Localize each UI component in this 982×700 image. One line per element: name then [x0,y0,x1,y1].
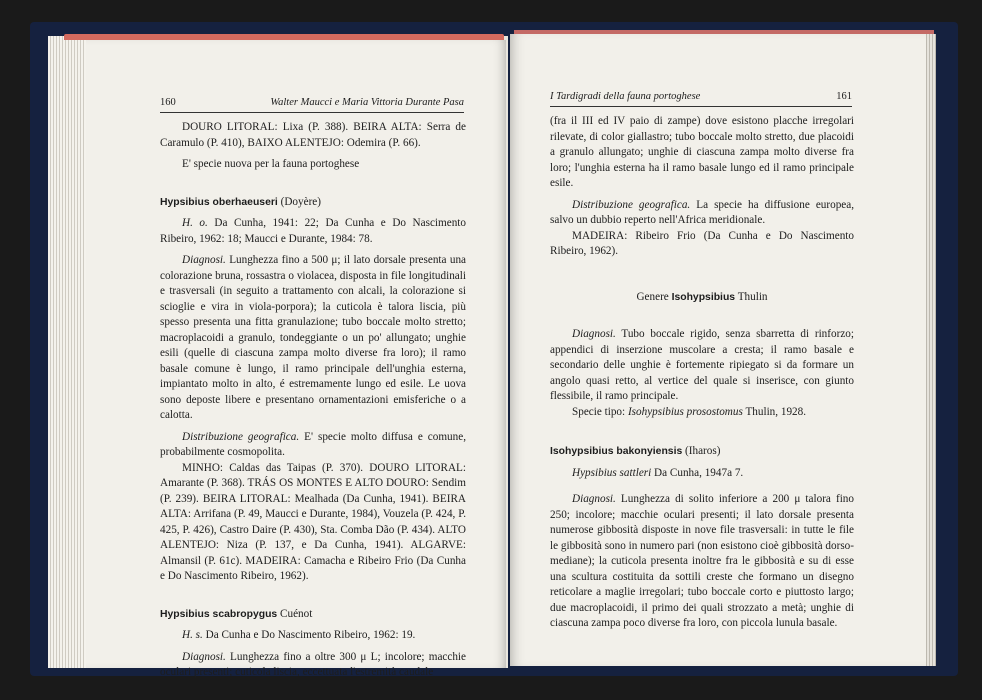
left-page-number: 160 [160,97,176,108]
species-heading: Hypsibius oberhaeuseri (Doyère) [160,195,321,208]
left-page-body [160,120,466,681]
paragraph: E' specie nuova per la fauna portoghese [182,158,360,170]
species-heading: Hypsibius scabropygus Cuénot [160,607,313,620]
genus-heading: Genere Isohypsibius Thulin [636,290,768,303]
right-running-head [550,91,852,105]
synonymy: Hypsibius sattleri Da Cunha, 1947a 7. [572,466,744,479]
left-page-edges [48,36,88,668]
distribution: Distribuzione geografica. E' specie molto diffusa e comune, probabilmente cosmopolita. [160,430,467,458]
right-head-rule [550,106,852,107]
diagnosis: Diagnosi. Tubo boccale rigido, senza sbarretta di rinforzo; appendici di inserzione muscolare a cresta; il ramo basale e secondario delle unghie è fortemente ripiegato si da formare un angolo quasi retto, al vertice del quale si inserisce, con giunto flessibile, il ramo principale. [550,328,854,402]
right-page-body [550,114,854,632]
diagnosis: Diagnosi. Lunghezza di solito inferiore a 200 μ talora fino 250; incolore; macchie oculari presenti; il lato dorsale presenta numerose gibbosità disposte in nove file trasversali: in tutte le file le gibbosità sono in numero pari (non esistono cioè gibbosità dorso-mediane); la cuticola presenta inoltre fra le gibbosità e su di esse una scultura costituita da sottili creste che formano un disegno reticolare a maglie irregolari; tubo boccale corto e piuttosto largo; due macroplacoidi, il primo dei quali strozzato a metà; unghie di ciascuna zampa poco diverse fra loro, con piccola lunula basale. [550,493,854,629]
synonymy: H. o. Da Cunha, 1941: 22; Da Cunha e Do Nascimento Ribeiro, 1962: 18; Maucci e Durante, 1984: 78. [160,217,466,245]
diagnosis: Diagnosi. Lunghezza fino a oltre 300 μ L; incolore; macchie oculari presenti; cuticola liscia, eccettuata l'estremità caudale [160,650,467,678]
right-page-number: 161 [836,91,852,102]
paragraph: (fra il III ed IV paio di zampe) dove esistono placche irregolari rilevate, di color giallastro; tubo boccale molto stretto, due placoidi a granulo allungato; unghie di ciascuna zampa molto diverse fra loro; l'unghia esterna ha il ramo basale lungo ed il ramo principale esile. [550,115,854,189]
left-running-head [160,97,464,111]
right-running-title: I Tardigradi della fauna portoghese [550,91,701,102]
species-heading: Isohypsibius bakonyiensis (Iharos) [550,445,721,457]
localities: MINHO: Caldas das Taipas (P. 370). DOURO LITORAL: Amarante (P. 368). TRÁS OS MONTES E ALTO DOURO: Sendim (P. 239). BEIRA LITORAL: Mealhada (Da Cunha, 1941). BEIRA ALTA: Arrifana (P. 49, Maucci e Durante, 1984), Vouzela (P. 424, P. 425, P. 426), Castro Daire (P. 430), Sta. Comba Dão (P. 434). ALTO ALENTEJO: Niza (P. 137, e Da Cunha, 1941). ALGARVE: Almansil (P. 61c). MADEIRA: Camacha e Ribeiro Frio (Da Cunha e Do Nascimento Ribeiro, 1962). [160,461,466,582]
type-species: Specie tipo: Isohypsibius prosostomus Thulin, 1928. [572,405,807,418]
localities: MADEIRA: Ribeiro Frio (Da Cunha e Do Nascimento Ribeiro, 1962). [550,229,854,257]
diagnosis: Diagnosi. Lunghezza fino a 500 μ; il lato dorsale presenta una colorazione bruna, rossastra o violacea, disposta in file longitudinali e trasversali (in seguito a trattamento con alcali, la colorazione si scioglie e vira in viola-porpora); la cuticola è talora liscia, più spesso presenta una fitta granulazione; tubo boccale molto stretto; macroplacoidi a granulo, tondeggiante o un po' allungato; unghie esili (quelle di ciascuna zampa molto diverse fra loro); il ramo basale comune è lungo, il ramo principale dell'unghia esterna, impiantato molto in alto, é estremamente lungo ed esile. Le uova sono deposte libere e presentano ornamentazioni emisferiche o a calotta. [160,254,467,421]
left-page [86,40,506,678]
synonymy: H. s. Da Cunha e Do Nascimento Ribeiro, 1962: 19. [182,629,416,641]
left-head-rule [160,112,464,113]
distribution: Distribuzione geografica. La specie ha diffusione europea, salvo un dubbio reperto nell'Africa meridionale. [550,198,855,226]
left-running-title: Walter Maucci e Maria Vittoria Durante Pasa [270,97,464,108]
right-page [510,34,926,666]
paragraph: DOURO LITORAL: Lixa (P. 388). BEIRA ALTA: Serra de Caramulo (P. 410), BAIXO ALENTEJO: Odemira (P. 66). [160,121,466,149]
